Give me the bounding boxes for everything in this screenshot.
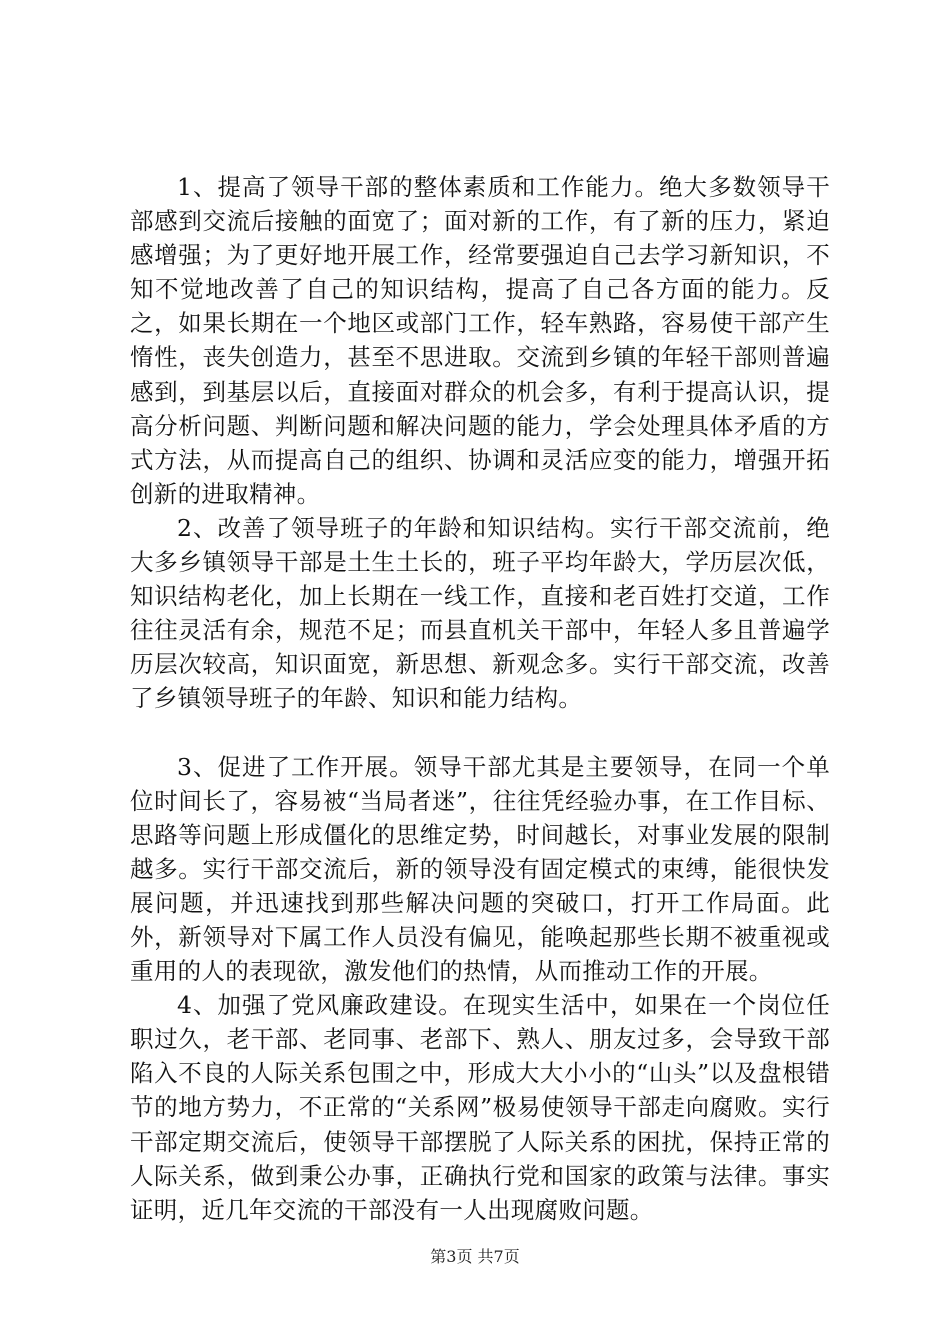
- paragraph-1: 1、提高了领导干部的整体素质和工作能力。绝大多数领导干部感到交流后接触的面宽了；面对新的工作，有了新的压力，紧迫感增强；为了更好地开展工作，经常要强迫自己去学习新知识，不知不觉地改善了自己的知识结构，提高了自己各方面的能力。反之，如果长期在一个地区或部门工作，轻车熟路，容易使干部产生惰性，丧失创造力，甚至不思进取。交流到乡镇的年轻干部则普遍感到，到基层以后，直接面对群众的机会多，有利于提高认识，提高分析问题、判断问题和解决问题的能力，学会处理具体矛盾的方式方法，从而提高自己的组织、协调和灵活应变的能力，增强开拓创新的进取精神。: [130, 173, 830, 508]
- paragraph-3: 3、促进了工作开展。领导干部尤其是主要领导，在同一个单位时间长了，容易被“当局者迷”，往往凭经验办事，在工作目标、思路等问题上形成僵化的思维定势，时间越长，对事业发展的限制越多。实行干部交流后，新的领导没有固定模式的束缚，能很快发展问题，并迅速找到那些解决问题的突破口，打开工作局面。此外，新领导对下属工作人员没有偏见，能唤起那些长期不被重视或重用的人的表现欲，激发他们的热情，从而推动工作的开展。: [130, 752, 830, 986]
- page-number-footer: 第3页 共7页: [430, 1247, 520, 1266]
- document-body: [130, 170, 830, 1227]
- paragraph-2: 2、改善了领导班子的年龄和知识结构。实行干部交流前，绝大多乡镇领导干部是土生土长的，班子平均年龄大，学历层次低，知识结构老化，加上长期在一线工作，直接和老百姓打交道，工作往往灵活有余，规范不足；而县直机关干部中，年轻人多且普遍学历层次较高，知识面宽，新思想、新观念多。实行干部交流，改善了乡镇领导班子的年龄、知识和能力结构。: [130, 513, 830, 713]
- paragraph-4: 4、加强了党风廉政建设。在现实生活中，如果在一个岗位任职过久，老干部、老同事、老部下、熟人、朋友过多，会导致干部陷入不良的人际关系包围之中，形成大大小小的“山头”以及盘根错节的地方势力，不正常的“关系网”极易使领导干部走向腐败。实行干部定期交流后，使领导干部摆脱了人际关系的困扰，保持正常的人际关系，做到秉公办事，正确执行党和国家的政策与法律。事实证明，近几年交流的干部没有一人出现腐败问题。: [130, 991, 830, 1224]
